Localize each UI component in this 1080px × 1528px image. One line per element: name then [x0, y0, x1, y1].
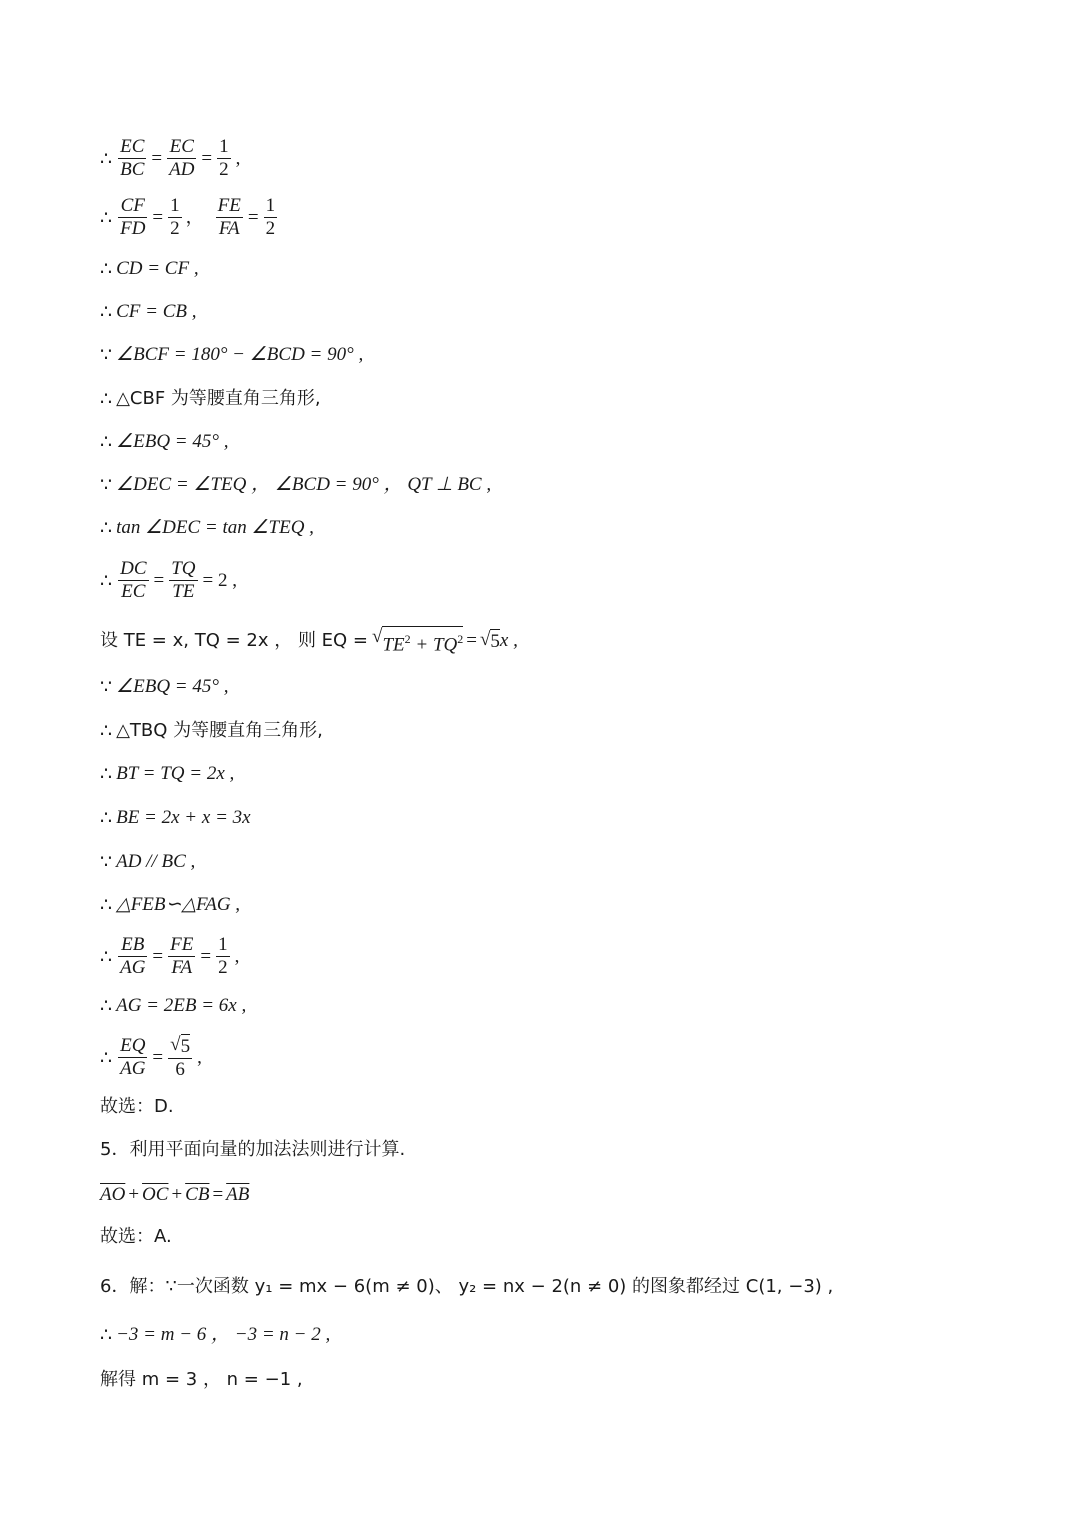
denominator: 2 [218, 957, 228, 978]
therefore-symbol: ∴ [100, 206, 113, 229]
fraction [118, 934, 147, 979]
equals: = [152, 1046, 164, 1068]
math-text: = 2 , [202, 569, 237, 591]
numerator: 1 [219, 136, 229, 157]
therefore-symbol: ∴ [100, 763, 113, 785]
denominator: AG [120, 1058, 146, 1079]
therefore-symbol: ∴ [100, 569, 113, 592]
line-4 [100, 301, 196, 323]
line-11 [100, 626, 518, 656]
line-17 [100, 894, 240, 916]
line-19 [100, 995, 246, 1017]
equals: = [247, 206, 259, 228]
fraction [216, 934, 230, 979]
punctuation: , [235, 147, 241, 169]
punctuation: , [197, 1046, 202, 1068]
line-8 [100, 474, 491, 496]
separator: ， [185, 206, 204, 228]
numerator: EC [169, 136, 194, 157]
line-16 [100, 851, 195, 873]
because-symbol: ∵ [100, 851, 113, 873]
fraction [118, 1035, 147, 1080]
fraction [216, 195, 243, 240]
math-text: −3 = m − 6 ， −3 = n − 2 , [116, 1324, 331, 1345]
equals: = [201, 147, 213, 169]
line-10 [100, 558, 240, 603]
line-1 [100, 136, 243, 181]
numerator: TQ [171, 558, 196, 579]
math-text: 解得 m = 3 ， n = −1 , [100, 1369, 303, 1390]
therefore-symbol: ∴ [100, 301, 113, 323]
question-text: 5．利用平面向量的加法法则进行计算. [100, 1139, 406, 1160]
exponent: 2 [404, 632, 411, 646]
math-text: CF = CB , [116, 301, 197, 322]
line-27 [100, 1369, 303, 1391]
therefore-symbol: ∴ [100, 1324, 113, 1346]
fraction [169, 558, 197, 603]
math-text: BT = TQ = 2x , [116, 763, 235, 784]
denominator: 2 [265, 218, 276, 239]
equals: = [152, 945, 164, 967]
line-12 [100, 676, 228, 698]
denominator: 6 [175, 1059, 185, 1080]
denominator: TE [172, 581, 195, 602]
denominator: 2 [219, 159, 229, 180]
fraction [118, 195, 147, 240]
math-text: ∠EBQ = 45° , [116, 431, 229, 452]
numerator: 1 [218, 934, 228, 955]
vector: $\overline{AO}$ [100, 1184, 126, 1205]
line-2 [100, 195, 279, 240]
question-text: 6．解：∵一次函数 y₁ = mx − 6(m ≠ 0)、 y₂ = nx − 2(n ≠ 0) 的图象都经过 C(1, −3) , [100, 1276, 834, 1297]
therefore-symbol: ∴ [100, 720, 113, 742]
denominator: FA [171, 957, 193, 978]
math-text: AG = 2EB = 6x , [116, 995, 247, 1016]
therefore-symbol: ∴ [100, 894, 113, 916]
line-14 [100, 763, 234, 785]
answer-text: 故选：A. [100, 1226, 172, 1247]
line-7 [100, 431, 228, 453]
math-text: tan ∠DEC = tan ∠TEQ , [116, 517, 314, 538]
math-text: ∠BCF = 180° − ∠BCD = 90° , [116, 344, 364, 365]
math-text: ∠DEC = ∠TEQ ， ∠BCD = 90° ， QT ⊥ BC , [116, 474, 492, 495]
fraction [118, 136, 146, 181]
line-9 [100, 517, 314, 539]
math-text: 设 TE = x, TQ = 2x ， 则 EQ = [100, 630, 369, 652]
line-15 [100, 807, 251, 829]
math-text: △FEB∽△FAG , [116, 894, 241, 915]
answer-text: 故选：D. [100, 1096, 174, 1117]
therefore-symbol: ∴ [100, 995, 113, 1017]
denominator: FA [218, 218, 240, 239]
line-24 [100, 1226, 172, 1248]
line-25 [100, 1276, 833, 1298]
square-root: √ 5 [479, 629, 500, 653]
therefore-symbol: ∴ [100, 945, 113, 968]
therefore-symbol: ∴ [100, 388, 113, 410]
math-text: CD = CF , [116, 258, 199, 279]
numerator: EQ [120, 1035, 146, 1056]
numerator: DC [120, 558, 147, 579]
fraction [167, 136, 196, 181]
line-18 [100, 934, 242, 979]
denominator: FD [120, 218, 146, 239]
numerator: EB [121, 934, 145, 955]
radicand: TE [382, 634, 405, 656]
because-symbol: ∵ [100, 474, 113, 496]
line-23 [100, 1184, 249, 1206]
line-22 [100, 1139, 405, 1161]
fraction [264, 195, 278, 240]
line-6 [100, 388, 321, 410]
exponent: 2 [457, 632, 464, 646]
therefore-symbol: ∴ [100, 1046, 113, 1069]
denominator: AD [169, 159, 195, 180]
math-text: △CBF 为等腰直角三角形, [116, 388, 321, 409]
math-text: △TBQ 为等腰直角三角形, [116, 720, 323, 741]
radicand: 5 [180, 1036, 191, 1057]
fraction [168, 1034, 192, 1081]
denominator: BC [120, 159, 145, 180]
fraction [168, 195, 182, 240]
plus: + [128, 1184, 140, 1205]
math-text: ∠EBQ = 45° , [116, 676, 229, 697]
denominator: EC [121, 581, 146, 602]
numerator: FE [217, 195, 241, 216]
radicand: + TQ [410, 634, 458, 656]
plus: + [171, 1184, 183, 1205]
fraction [118, 558, 148, 603]
numerator: √ 5 [170, 1034, 191, 1057]
equals: = [153, 569, 165, 591]
square-root: √ $TE^2 + TQ^2$ [372, 626, 464, 656]
punctuation: , [234, 945, 240, 967]
denominator: AG [120, 957, 146, 978]
equals: = [212, 1184, 224, 1205]
math-text: BE = 2x + x = 3x [116, 807, 251, 828]
vector: $\overline{AB}$ [226, 1184, 250, 1205]
equals: = [151, 147, 163, 169]
therefore-symbol: ∴ [100, 431, 113, 453]
therefore-symbol: ∴ [100, 517, 113, 539]
vector: $\overline{CB}$ [185, 1184, 210, 1205]
numerator: 1 [265, 195, 276, 216]
math-text: x , [499, 630, 518, 652]
line-3 [100, 258, 199, 280]
because-symbol: ∵ [100, 676, 113, 698]
equals: = [152, 206, 164, 228]
line-13 [100, 720, 323, 742]
radicand: 5 [490, 631, 500, 653]
fraction [168, 934, 195, 979]
therefore-symbol: ∴ [100, 807, 113, 829]
therefore-symbol: ∴ [100, 258, 113, 280]
line-26 [100, 1324, 330, 1346]
line-5 [100, 344, 363, 366]
numerator: EC [120, 136, 145, 157]
denominator: 2 [170, 218, 180, 239]
numerator: CF [120, 195, 145, 216]
numerator: FE [170, 934, 194, 955]
therefore-symbol: ∴ [100, 147, 113, 170]
numerator: 1 [170, 195, 180, 216]
vector: $\overline{OC}$ [142, 1184, 169, 1205]
line-20 [100, 1034, 205, 1081]
math-text: AD // BC , [116, 851, 196, 872]
fraction [217, 136, 231, 181]
equals: = [466, 630, 477, 652]
line-21 [100, 1096, 174, 1118]
equals: = [200, 945, 212, 967]
because-symbol: ∵ [100, 344, 113, 366]
